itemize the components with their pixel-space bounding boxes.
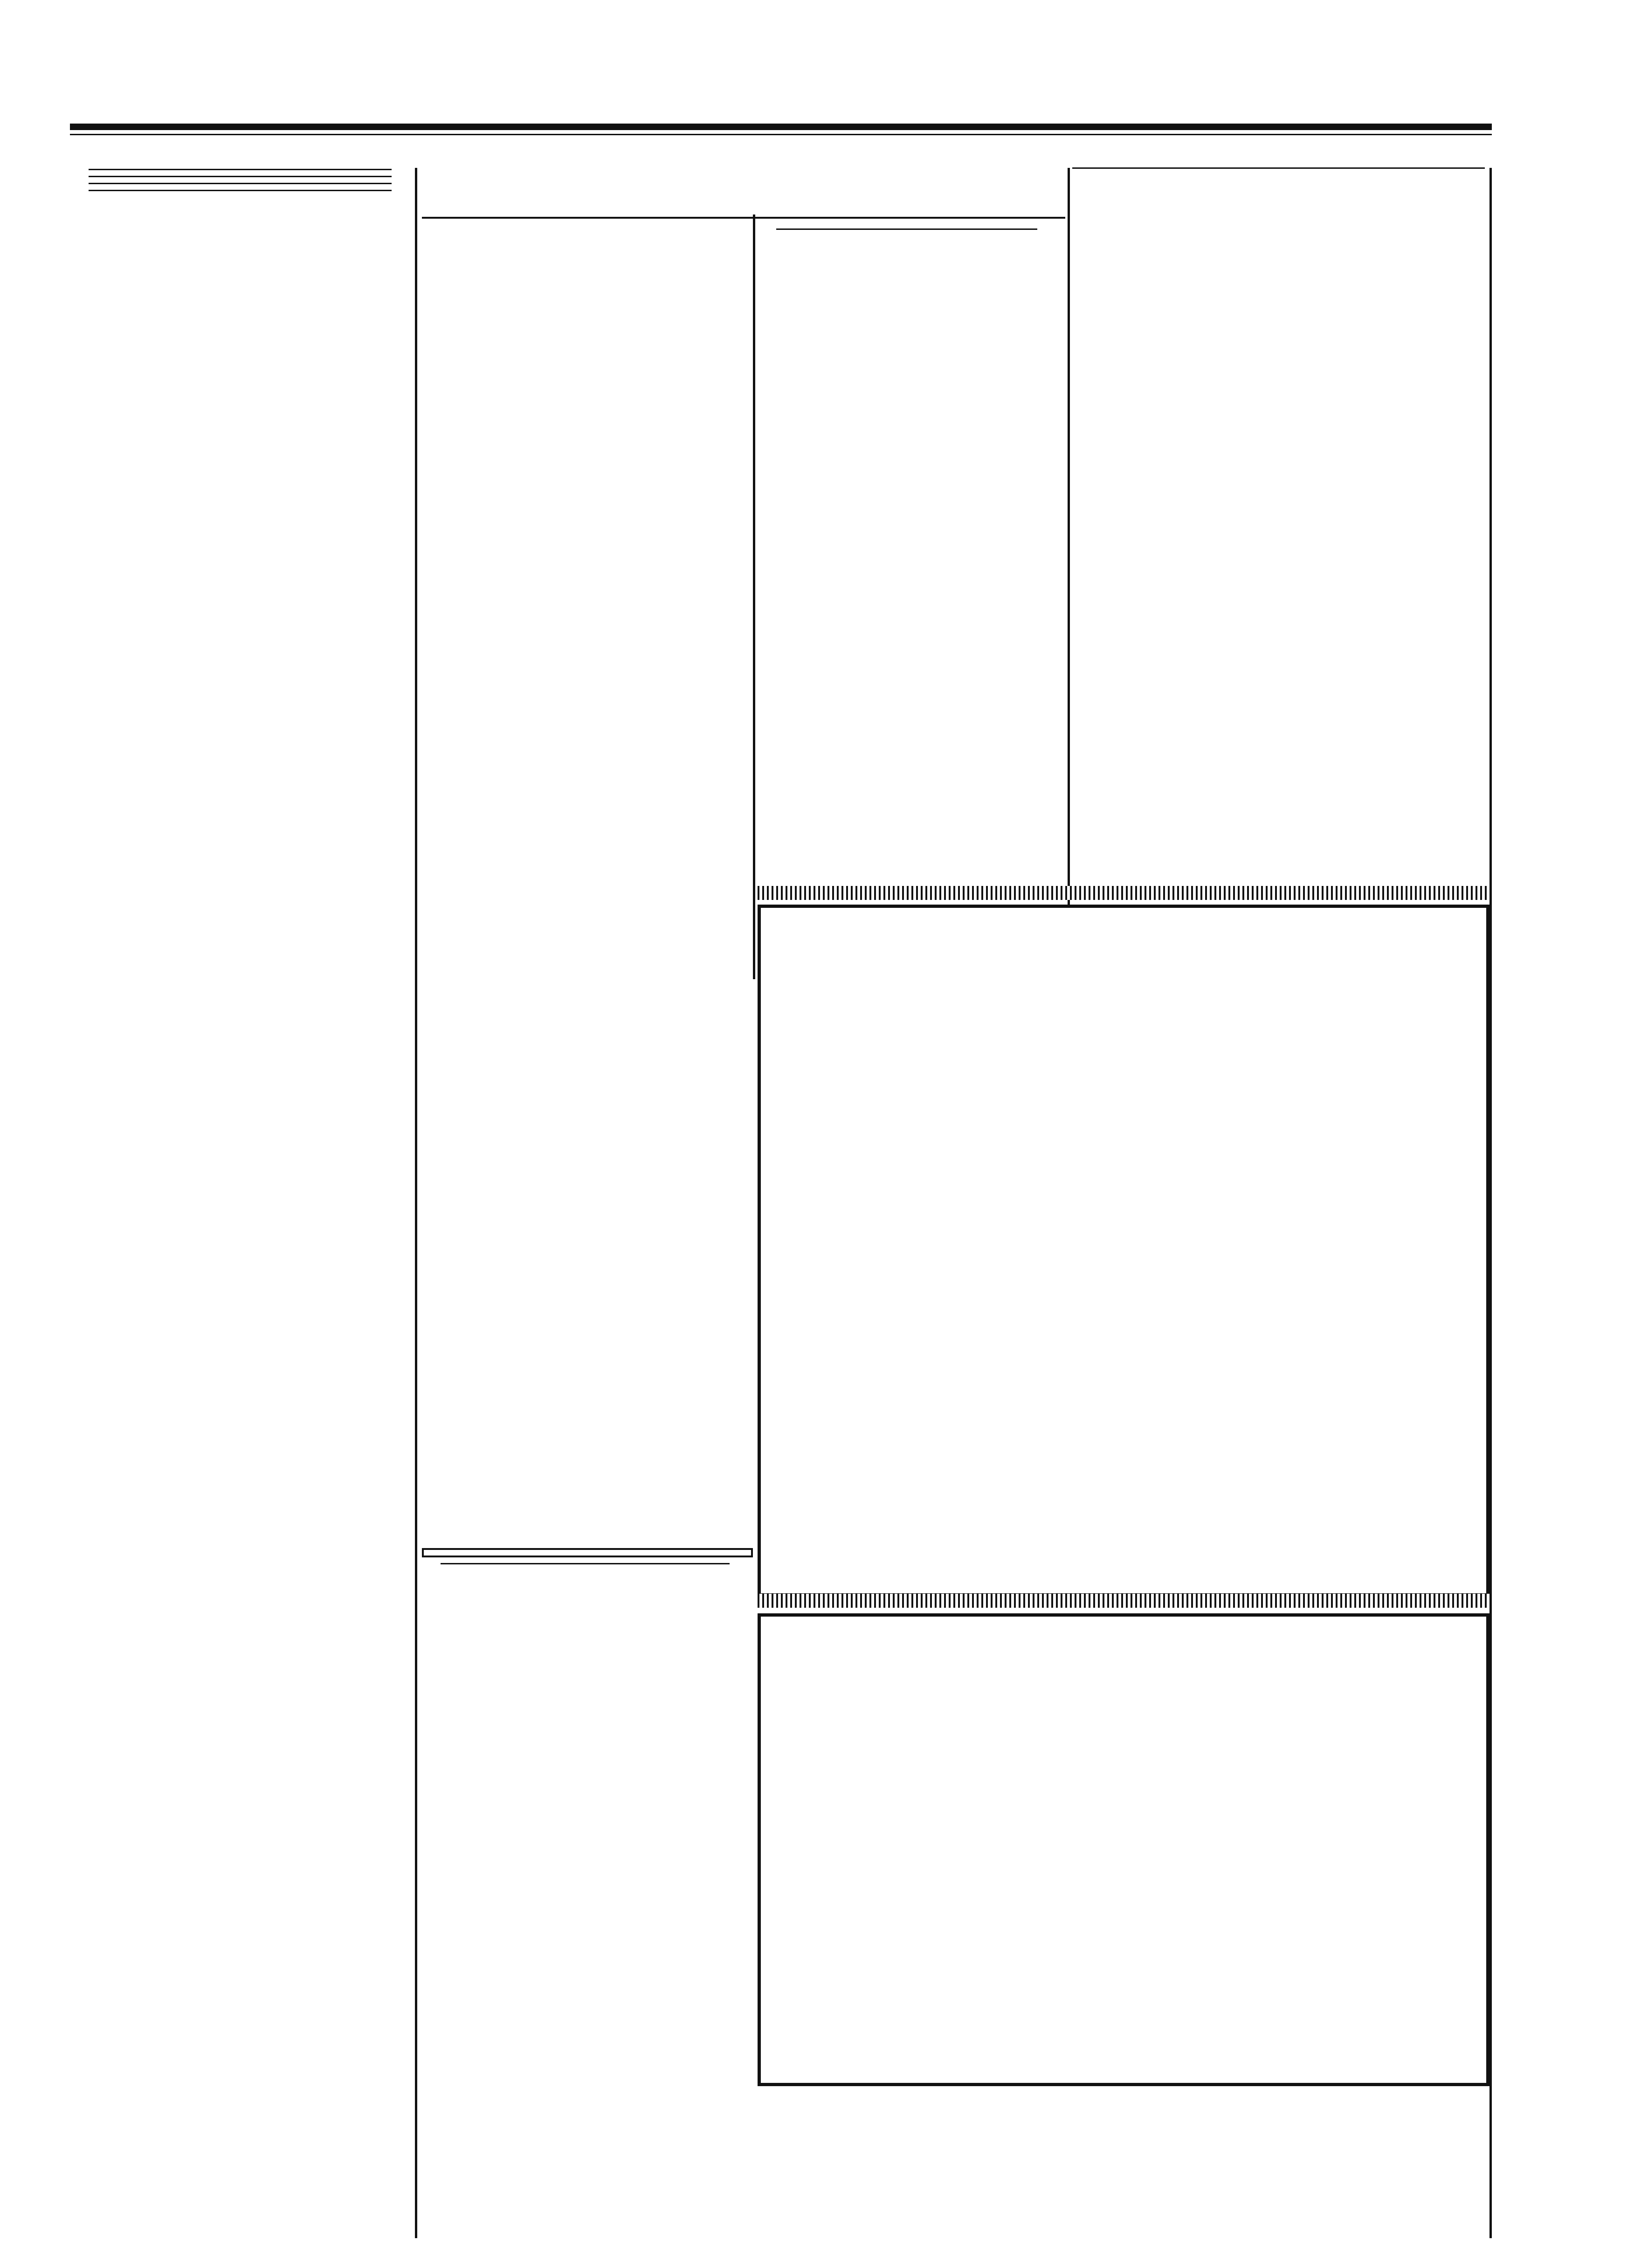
column-rule	[415, 168, 417, 2238]
lotaria-left-column	[424, 219, 751, 238]
lotaria-title-rule	[422, 217, 1065, 219]
tempo-text	[422, 1563, 748, 1564]
column-rule	[753, 214, 755, 979]
divider	[1072, 167, 1485, 169]
casa-da-sorte-ad	[758, 1613, 1489, 2086]
lotaria-notes	[758, 228, 1056, 230]
divider	[89, 169, 392, 170]
momento-politico-article	[70, 163, 410, 2229]
ad-hatch-bottom	[758, 1594, 1489, 1608]
header-rule-thin	[70, 134, 1492, 135]
column-rule	[1068, 168, 1070, 909]
divider	[776, 228, 1037, 230]
header-rule	[70, 124, 1492, 130]
lotaria-right-column	[758, 219, 1063, 235]
ad-hatch-top	[758, 886, 1489, 900]
divider	[441, 1563, 730, 1564]
column-rule	[1489, 168, 1492, 2238]
cambista-testa-ad	[758, 905, 1489, 1597]
divider	[89, 176, 392, 177]
tempo-box	[422, 1548, 753, 2224]
divider	[89, 190, 392, 191]
tempo-title	[422, 1548, 753, 1557]
divider	[89, 183, 392, 184]
pequenas-noticias	[1072, 166, 1485, 879]
